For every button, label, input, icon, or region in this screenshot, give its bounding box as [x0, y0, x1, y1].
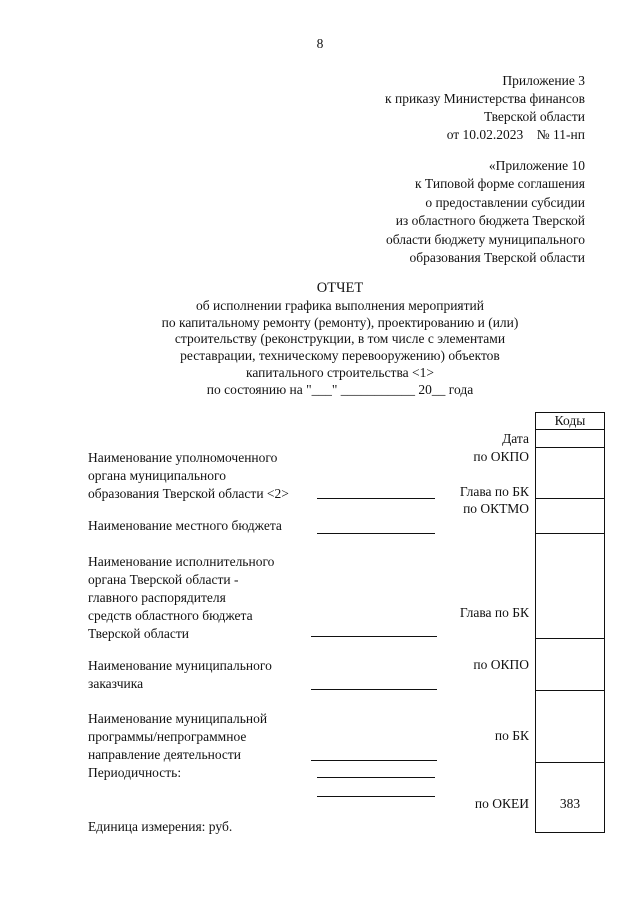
field-municipal-program-input[interactable] [311, 760, 437, 761]
field-periodicity-input-2[interactable] [317, 796, 435, 797]
page-number: 8 [316, 36, 324, 51]
label-bk: по БК [494, 728, 529, 743]
appendix-10-line5: области бюджету муниципального [386, 231, 585, 247]
label-glava-bk-1: Глава по БК [459, 484, 529, 499]
report-title-line5: капитального строительства <1> [246, 364, 434, 380]
field-municipal-customer-input[interactable] [311, 689, 437, 690]
label-glava-bk-2: Глава по БК [459, 605, 529, 620]
codes-divider [535, 690, 605, 691]
field-authorized-body: Наименование уполномоченного органа муниципального образования Тверской области <2> [88, 450, 289, 501]
label-date: Дата [502, 431, 529, 446]
codes-divider [535, 638, 605, 639]
codes-header: Коды [554, 413, 586, 428]
label-oktmo: по ОКТМО [463, 501, 529, 516]
field-municipal-program: Наименование муниципальной программы/непрограммное направление деятельности [88, 711, 268, 762]
codes-divider [535, 447, 605, 448]
okei-code: 383 [559, 796, 581, 811]
label-okpo-1: по ОКПО [473, 449, 529, 464]
report-heading: ОТЧЕТ [316, 280, 364, 296]
appendix-10-line6: образования Тверской области [409, 250, 585, 266]
field-periodicity-input[interactable] [317, 777, 435, 778]
appendix-10-header [285, 157, 585, 267]
appendix-10-line3: о предоставлении субсидии [425, 194, 585, 210]
codes-divider [535, 429, 605, 430]
codes-column [535, 412, 605, 833]
appendix-3-header [285, 72, 585, 144]
label-okpo-2: по ОКПО [473, 657, 529, 672]
codes-divider [535, 762, 605, 763]
field-periodicity: Периодичность: [88, 765, 182, 780]
appendix-10-line1: «Приложение 10 [488, 158, 585, 173]
appendix-10-line4: из областного бюджета Тверской [395, 213, 585, 229]
report-date-line: по состоянию на "___" ___________ 20__ года [206, 381, 474, 397]
codes-divider [535, 498, 605, 499]
appendix-3-line2: к приказу Министерства финансов [385, 91, 585, 106]
report-title-line3: строительству (реконструкции, в том числе с элементами [174, 331, 506, 347]
field-executive-body-input[interactable] [311, 636, 437, 637]
field-executive-body: Наименование исполнительного органа Тверской области - главного распорядителя средств областного бюджета Тверской области [88, 554, 275, 641]
appendix-3-line4: от 10.02.2023 № 11-нп [446, 127, 585, 142]
field-local-budget-input[interactable] [317, 533, 435, 534]
appendix-10-line2: к Типовой форме соглашения [415, 176, 585, 192]
report-title-line4: реставрации, техническому перевооружению) объектов [180, 348, 500, 364]
report-title [60, 280, 620, 399]
report-title-line2: по капитальному ремонту (ремонту), проектированию и (или) [161, 314, 519, 330]
field-authorized-body-input[interactable] [317, 498, 435, 499]
field-local-budget: Наименование местного бюджета [88, 518, 282, 533]
codes-divider [535, 533, 605, 534]
appendix-3-line3: Тверской области [484, 109, 585, 124]
field-unit: Единица измерения: руб. [88, 819, 233, 834]
appendix-3-line1: Приложение 3 [502, 73, 585, 88]
report-title-line1: об исполнении графика выполнения мероприятий [195, 297, 484, 313]
label-okei: по ОКЕИ [474, 796, 529, 811]
field-municipal-customer: Наименование муниципального заказчика [88, 658, 272, 691]
